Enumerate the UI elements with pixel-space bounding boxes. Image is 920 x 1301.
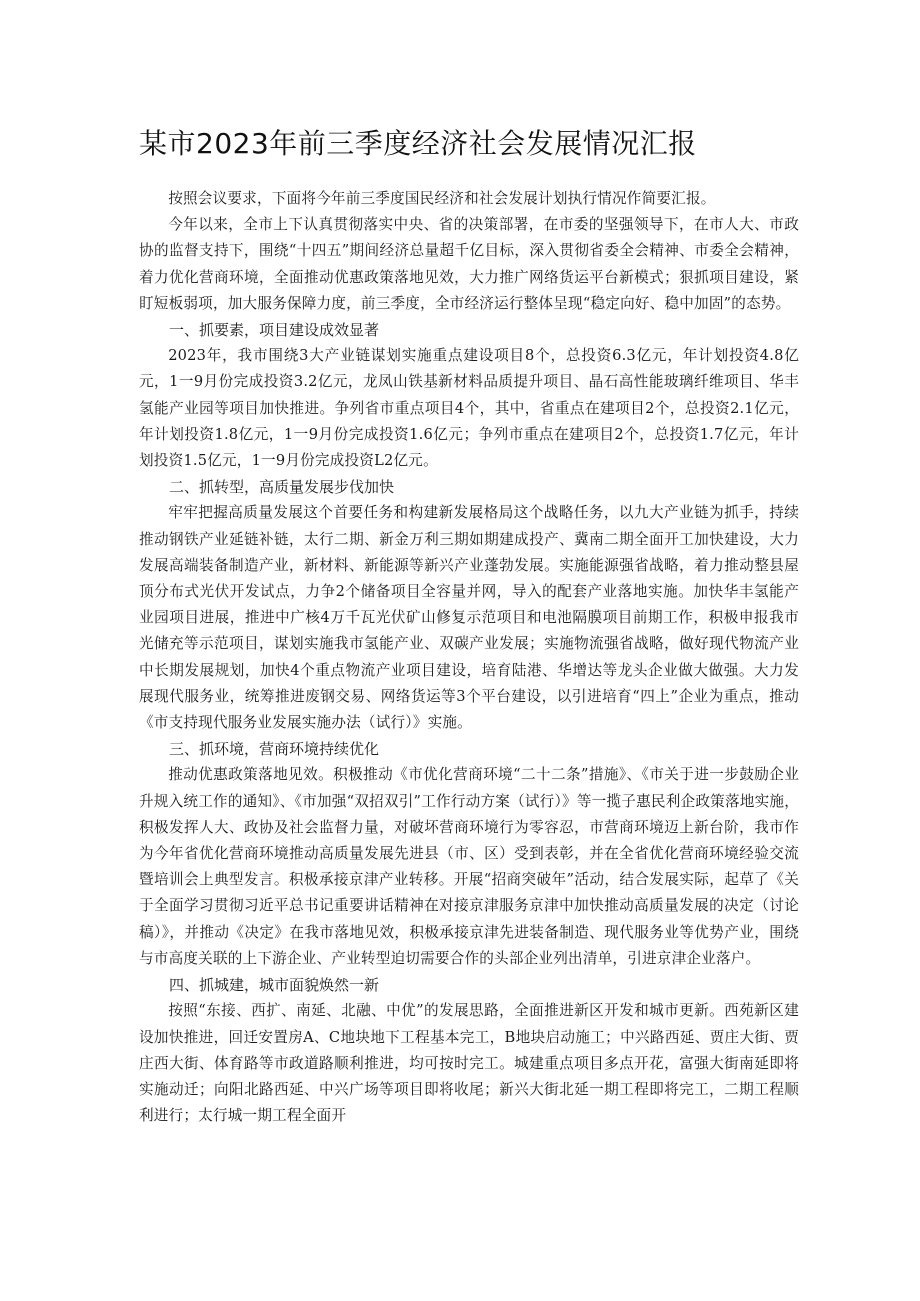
section-body-1: 2023年，我市围绕3大产业链谋划实施重点建设项目8个，总投资6.3亿元，年计划投资4.8亿元，1一9月份完成投资3.2亿元，龙凤山铁基新材料品质提升项目、晶石高性能玻璃纤维项目、华丰氢能产业园等项目加快推进。争列省市重点项目4个，其中，省重点在建项目2个，总投资2.1亿元，年计划投资1.8亿元，1一9月份完成投资1.6亿元；争列市重点在建项目2个，总投资1.7亿元，年计划投资1.5亿元，1一9月份完成投资L2亿元。 bbox=[139, 347, 799, 470]
section-heading-2: 二、抓转型，高质量发展步伐加快 bbox=[169, 478, 395, 497]
section-heading-4: 四、抓城建，城市面貌焕然一新 bbox=[169, 976, 380, 995]
section-body-2: 牢牢把握高质量发展这个首要任务和构建新发展格局这个战略任务，以九大产业链为抓手，持续推动钢铁产业延链补链，太行二期、新金万利三期如期建成投产、冀南二期全面开工加快建设，大力发展高端装备制造产业，新材料、新能源等新兴产业蓬勃发展。实施能源强省战略，着力推动整县屋顶分布式光伏开发试点，力争2个储备项目全容量并网，导入的配套产业落地实施。加快华丰氢能产业园项目进展，推进中广核4万千瓦光伏矿山修复示范项目和电池隔膜项目前期工作，积极申报我市光储充等示范项目，谋划实施我市氢能产业、双碳产业发展；实施物流强省战略，做好现代物流产业中长期发展规划，加快4个重点物流产业项目建设，培育陆港、华增达等龙头企业做大做强。大力发展现代服务业，统筹推进废钢交易、网络货运等3个平台建设，以引进培育“四上”企业为重点，推动《市支持现代服务业发展实施办法（试行）》实施。 bbox=[139, 504, 799, 732]
document-title: 某市2023年前三季度经济社会发展情况汇报 bbox=[139, 127, 697, 160]
section-heading-3: 三、抓环境，营商环境持续优化 bbox=[169, 740, 380, 759]
intro-paragraph: 按照会议要求，下面将今年前三季度国民经济和社会发展计划执行情况作简要汇报。 bbox=[168, 190, 716, 207]
section-body-4: 按照“东接、西扩、南延、北融、中优”的发展思路，全面推进新区开发和城市更新。西苑新区建设加快推进，回迁安置房A、C地块地下工程基本完工，B地块启动施工；中兴路西延、贾庄大街、贾庄西大街、体育路等市政道路顺利推进，均可按时完工。城建重点项目多点开花，富强大街南延即将实施动迁；向阳北路西延、中兴广场等项目即将收尾；新兴大街北延一期工程即将完工，二期工程顺利进行；太行城一期工程全面开 bbox=[139, 1002, 799, 1125]
document-page bbox=[139, 124, 799, 1129]
section-heading-1: 一、抓要素，项目建设成效显著 bbox=[169, 321, 380, 340]
overview-paragraph: 今年以来，全市上下认真贯彻落实中央、省的决策部署，在市委的坚强领导下，在市人大、市政协的监督支持下，围绕“十四五”期间经济总量超千亿目标，深入贯彻省委全会精神、市委全会精神，着力优化营商环境，全面推动优惠政策落地见效，大力推广网络货运平台新模式；狠抓项目建设，紧盯短板弱项，加大服务保障力度，前三季度，全市经济运行整体呈现“稳定向好、稳中加固”的态势。 bbox=[139, 216, 799, 312]
section-body-3: 推动优惠政策落地见效。积极推动《市优化营商环境“二十二条”措施》、《市关于进一步鼓励企业升规入统工作的通知》、《市加强“双招双引”工作行动方案（试行）》等一揽子惠民利企政策落地实施，积极发挥人大、政协及社会监督力量，对破坏营商环境行为零容忍，市营商环境迈上新台阶，我市作为今年省优化营商环境推动高质量发展先进县（市、区）受到表彰，并在全省优化营商环境经验交流暨培训会上典型发言。积极承接京津产业转移。开展“招商突破年”活动，结合发展实际，起草了《关于全面学习贯彻习近平总书记重要讲话精神在对接京津服务京津中加快推动高质量发展的决定（讨论稿）》，并推动《决定》在我市落地见效，积极承接京津先进装备制造、现代服务业等优势产业，围绕与市高度关联的上下游企业、产业转型迫切需要合作的头部企业列出清单，引进京津企业落户。 bbox=[139, 766, 799, 967]
